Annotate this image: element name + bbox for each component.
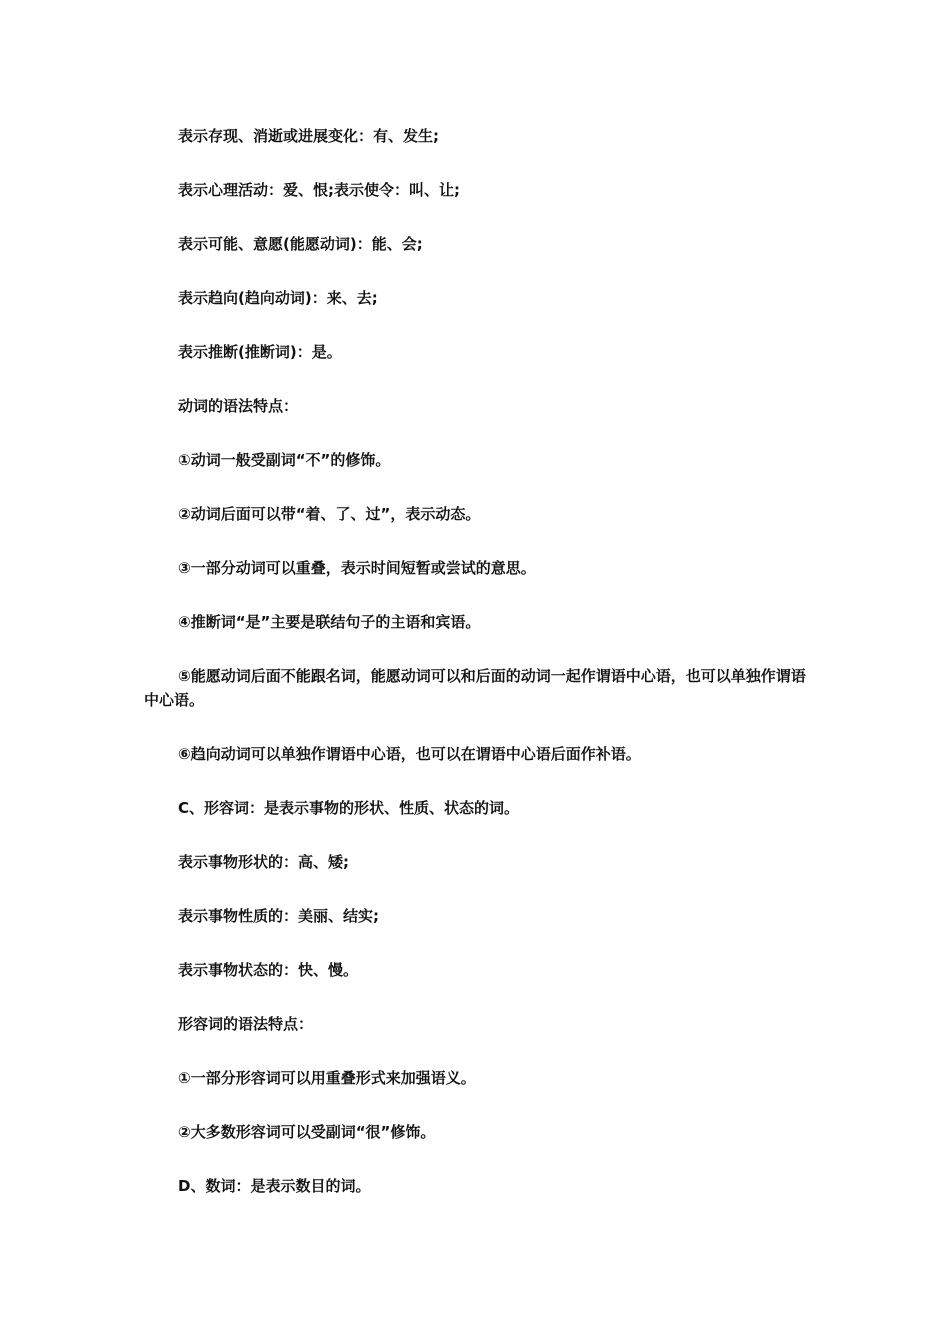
list-item-verb-5: ⑤能愿动词后面不能跟名词，能愿动词可以和后面的动词一起作谓语中心语，也可以单独作谓语中心语。 xyxy=(144,667,806,709)
document-body xyxy=(144,124,808,1228)
paragraph-judgment-verbs: 表示推断(推断词)：是。 xyxy=(178,343,342,361)
heading-verb-grammar: 动词的语法特点： xyxy=(178,397,299,415)
paragraph-directional-verbs: 表示趋向(趋向动词)：来、去; xyxy=(178,289,378,307)
paragraph-existence-verbs: 表示存现、消逝或进展变化：有、发生; xyxy=(178,127,440,145)
paragraph-adjective-state: 表示事物状态的：快、慢。 xyxy=(178,961,359,979)
paragraph-adjective-shape: 表示事物形状的：高、矮; xyxy=(178,853,349,871)
list-item-verb-4: ④推断词“是”主要是联结句子的主语和宾语。 xyxy=(178,613,481,631)
list-item-verb-6: ⑥趋向动词可以单独作谓语中心语，也可以在谓语中心语后面作补语。 xyxy=(178,745,641,763)
paragraph-modal-verbs: 表示可能、意愿(能愿动词)：能、会; xyxy=(178,235,423,253)
list-item-adjective-1: ①一部分形容词可以用重叠形式来加强语义。 xyxy=(178,1069,476,1087)
list-item-adjective-2: ②大多数形容词可以受副词“很”修饰。 xyxy=(178,1123,436,1141)
heading-numerals: D、数词：是表示数目的词。 xyxy=(178,1177,371,1195)
heading-adjective-grammar: 形容词的语法特点： xyxy=(178,1015,314,1033)
list-item-verb-2: ②动词后面可以带“着、了、过”，表示动态。 xyxy=(178,505,481,523)
list-item-verb-3: ③一部分动词可以重叠，表示时间短暂或尝试的意思。 xyxy=(178,559,536,577)
paragraph-mental-verbs: 表示心理活动：爱、恨;表示使令：叫、让; xyxy=(178,181,460,199)
list-item-verb-1: ①动词一般受副词“不”的修饰。 xyxy=(178,451,391,469)
heading-adjectives: C、形容词：是表示事物的形状、性质、状态的词。 xyxy=(178,799,520,817)
paragraph-adjective-nature: 表示事物性质的：美丽、结实; xyxy=(178,907,379,925)
